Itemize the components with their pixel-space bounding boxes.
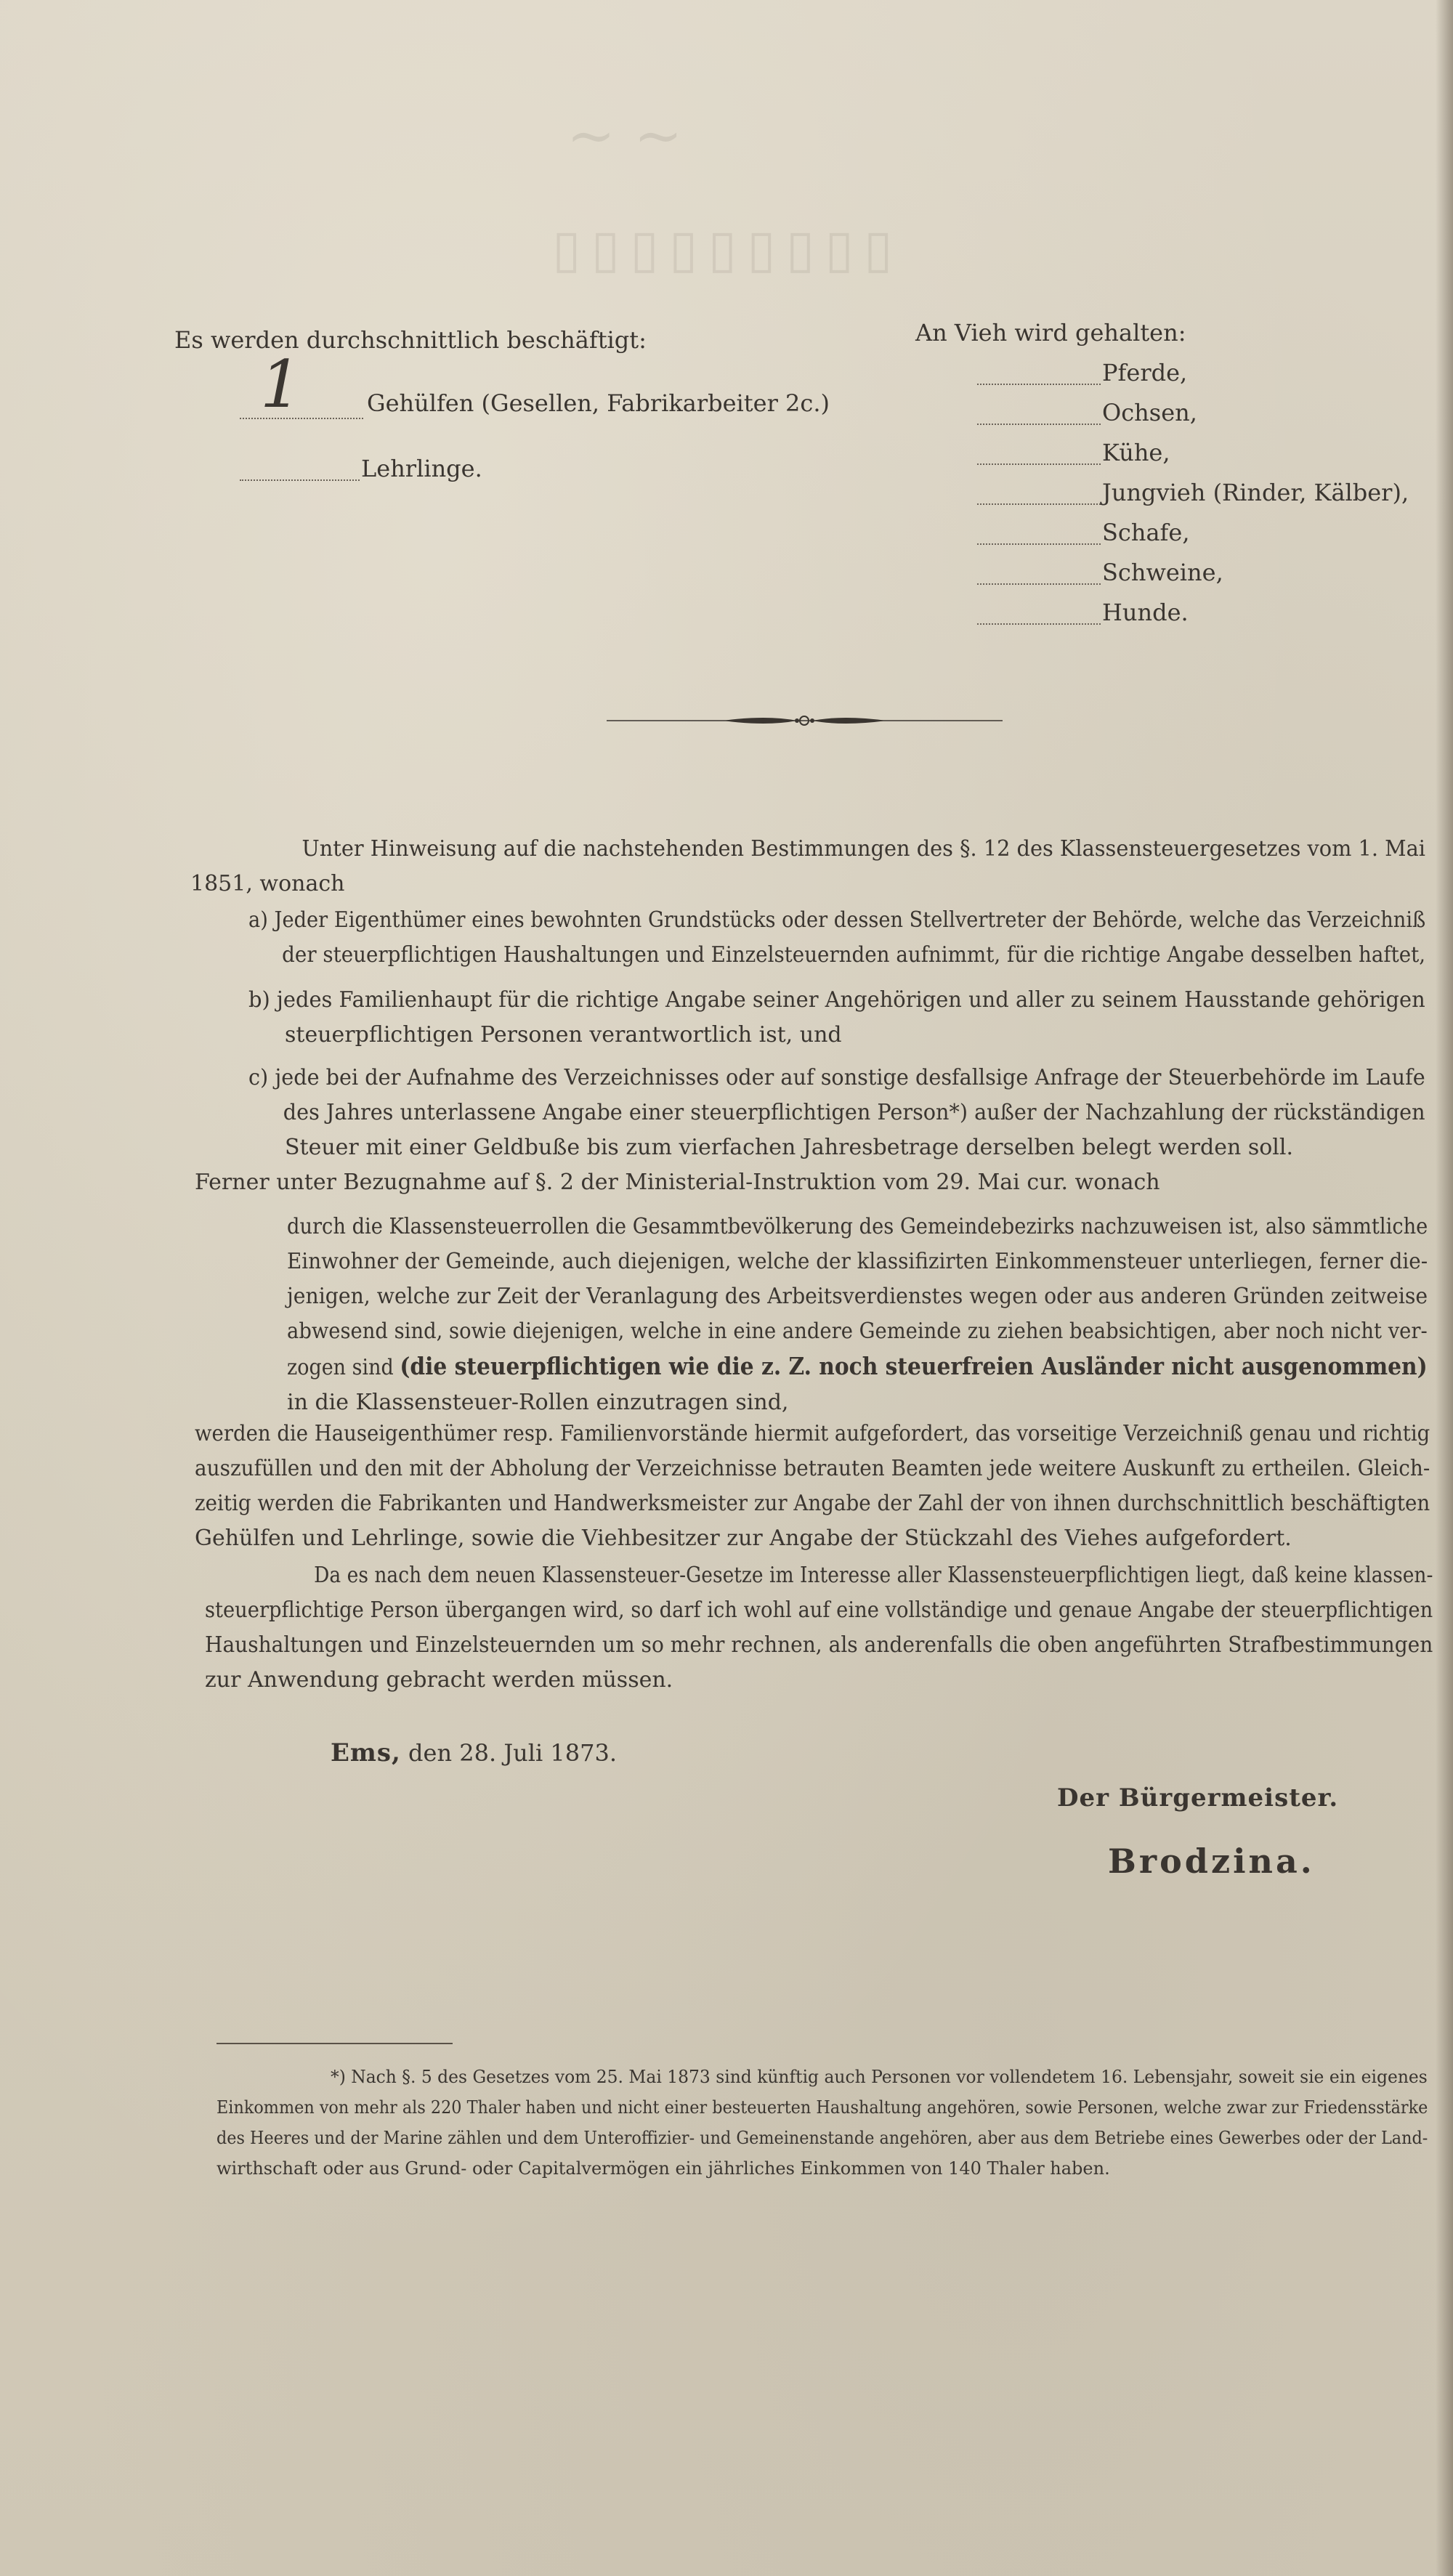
helpers-count-field[interactable] — [240, 347, 363, 423]
instruction-paragraph — [287, 1210, 1428, 1420]
text-line: Da es nach dem neuen Klassensteuer-Gesetze im Interesse aller Klassensteuerpflichtigen liegt, daß keine klassen- — [314, 1563, 1433, 1588]
text-line: abwesend sind, sowie diejenigen, welche in eine andere Gemeinde zu ziehen beabsichtigen, aber noch nicht ver- — [287, 1319, 1428, 1344]
livestock-label: Kühe, — [1102, 439, 1170, 466]
clause-c — [248, 1061, 1425, 1165]
request-paragraph — [195, 1417, 1430, 1556]
intro-paragraph — [190, 832, 1425, 902]
bleed-through-heading: ▯▯▯▯▯▯▯▯▯ — [552, 218, 903, 279]
livestock-label: Schweine, — [1102, 559, 1223, 586]
text-line: Ferner unter Bezugnahme auf §. 2 der Ministerial-Instruktion vom 29. Mai cur. wonach — [195, 1170, 1160, 1195]
text-line: zur Anwendung gebracht werden müssen. — [205, 1667, 673, 1693]
livestock-count-field[interactable] — [977, 362, 1101, 385]
page-edge-shadow — [1436, 0, 1453, 2576]
livestock-label: Ochsen, — [1102, 399, 1197, 426]
text-line: auszufüllen und den mit der Abholung der Verzeichnisse betrauten Beamten jede weitere Auskunft zu ertheilen. Gleich- — [195, 1456, 1430, 1481]
text-line: in die Klassensteuer-Rollen einzutragen sind, — [287, 1390, 789, 1415]
livestock-count-field[interactable] — [977, 562, 1101, 585]
text-line: des Jahres unterlassene Angabe einer steuerpflichtigen Person*) außer der Nachzahlung der rückständigen — [283, 1100, 1425, 1125]
footnote-line: wirthschaft oder aus Grund- oder Capitalvermögen ein jährliches Einkommen von 140 Thaler haben. — [216, 2158, 1110, 2179]
ornamental-divider — [607, 712, 1003, 729]
text-line: Gehülfen und Lehrlinge, sowie die Viehbesitzer zur Angabe der Stückzahl des Viehes aufgefordert. — [195, 1526, 1292, 1551]
text-line: Haushaltungen und Einzelsteuernden um so mehr rechnen, als anderenfalls die oben angeführten Strafbestimmungen — [205, 1632, 1433, 1658]
livestock-label: Jungvieh (Rinder, Kälber), — [1102, 479, 1409, 506]
text-line: Steuer mit einer Geldbuße bis zum vierfachen Jahresbetrage derselben belegt werden soll. — [285, 1135, 1294, 1160]
livestock-label: Schafe, — [1102, 519, 1190, 546]
livestock-count-field[interactable] — [977, 482, 1101, 505]
text-line: zeitig werden die Fabrikanten und Handwerksmeister zur Angabe der Zahl der von ihnen durchschnittlich beschäftigten — [195, 1491, 1430, 1516]
dateline — [331, 1738, 617, 1767]
text-line: steuerpflichtige Person übergangen wird, so darf ich wohl auf eine vollständige und genaue Angabe der steuerpflichtigen — [205, 1597, 1433, 1623]
livestock-row — [977, 514, 1428, 554]
text-line: Einwohner der Gemeinde, auch diejenigen, welche der klassifizirten Einkommensteuer unterliegen, ferner die- — [287, 1249, 1428, 1274]
livestock-row — [977, 554, 1428, 594]
text-line: jenigen, welche zur Zeit der Veranlagung des Arbeitsverdienstes wegen oder aus anderen Gründen zeitweise — [287, 1284, 1428, 1309]
livestock-row — [977, 474, 1428, 514]
helpers-count-handwritten: 1 — [260, 347, 302, 423]
signature-title: Der Bürgermeister. — [1057, 1783, 1339, 1812]
apprentices-label: Lehrlinge. — [361, 455, 482, 482]
livestock-count-field[interactable] — [977, 442, 1101, 465]
text-line: werden die Hauseigenthümer resp. Familienvorstände hiermit aufgefordert, das vorseitige Verzeichniß genau und richtig — [195, 1421, 1430, 1446]
helpers-label: Gehülfen (Gesellen, Fabrikarbeiter 2c.) — [367, 389, 830, 417]
livestock-count-field[interactable] — [977, 522, 1101, 545]
text-span: zogen sind — [287, 1355, 400, 1380]
closing-paragraph — [205, 1558, 1433, 1698]
livestock-list — [977, 355, 1428, 634]
text-line: b) jedes Familienhaupt für die richtige Angabe seiner Angehörigen und aller zu seinem Hausstande gehörigen — [248, 987, 1425, 1013]
footnote-line: des Heeres und der Marine zählen und dem Unteroffizier- und Gemeinenstande angehören, aber aus dem Betriebe eines Gewerbes oder der Land- — [216, 2128, 1428, 2148]
signature-name: Brodzina. — [1108, 1842, 1315, 1881]
text-line: 1851, wonach — [190, 871, 345, 896]
text-line: c) jede bei der Aufnahme des Verzeichnisses oder auf sonstige desfallsige Anfrage der Steuerbehörde im Laufe — [248, 1065, 1425, 1090]
livestock-row — [977, 594, 1428, 634]
clause-b — [248, 983, 1425, 1053]
text-line: steuerpflichtigen Personen verantwortlich ist, und — [285, 1022, 842, 1048]
text-line: a) Jeder Eigenthümer eines bewohnten Grundstücks oder dessen Stellvertreter der Behörde, welche das Verzeichniß — [248, 907, 1426, 933]
livestock-label: Hunde. — [1102, 599, 1189, 626]
bleed-through-mark: ~ ~ — [567, 102, 683, 169]
text-line: durch die Klassensteuerrollen die Gesammtbevölkerung des Gemeindebezirks nachzuweisen ist, also sämmtliche — [287, 1214, 1428, 1239]
livestock-row — [977, 355, 1428, 394]
clause-a — [248, 903, 1425, 973]
livestock-row — [977, 434, 1428, 474]
livestock-label: Pferde, — [1102, 359, 1188, 386]
livestock-count-field[interactable] — [977, 602, 1101, 625]
livestock-count-field[interactable] — [977, 402, 1101, 425]
dateline-date: den 28. Juli 1873. — [408, 1739, 617, 1767]
dateline-place: Ems, — [331, 1738, 401, 1767]
ferner-line — [195, 1165, 1430, 1200]
text-line — [287, 1349, 1428, 1385]
footnote-line: Einkommen von mehr als 220 Thaler haben und nicht einer besteuerten Haushaltung angehören, sowie Personen, welche zwar zur Friedensstärke — [216, 2097, 1428, 2118]
livestock-heading: An Vieh wird gehalten: — [915, 319, 1186, 347]
staff-heading: Es werden durchschnittlich beschäftigt: — [174, 326, 647, 354]
livestock-row — [977, 394, 1428, 434]
footnote-rule — [216, 2043, 453, 2044]
apprentices-count-field[interactable] — [240, 458, 360, 481]
text-line: Unter Hinweisung auf die nachstehenden Bestimmungen des §. 12 des Klassensteuergesetzes vom 1. Mai — [301, 836, 1426, 862]
bold-remark: (die steuerpflichtigen wie die z. Z. noch steuerfreien Ausländer nicht ausgenommen) — [400, 1352, 1428, 1380]
text-line: der steuerpflichtigen Haushaltungen und Einzelsteuernden aufnimmt, für die richtige Angabe desselben haftet, — [282, 942, 1426, 968]
footnote-line: *) Nach §. 5 des Gesetzes vom 25. Mai 1873 sind künftig auch Personen vor vollendetem 16. Lebensjahr, soweit sie ein eigenes — [331, 2067, 1428, 2087]
